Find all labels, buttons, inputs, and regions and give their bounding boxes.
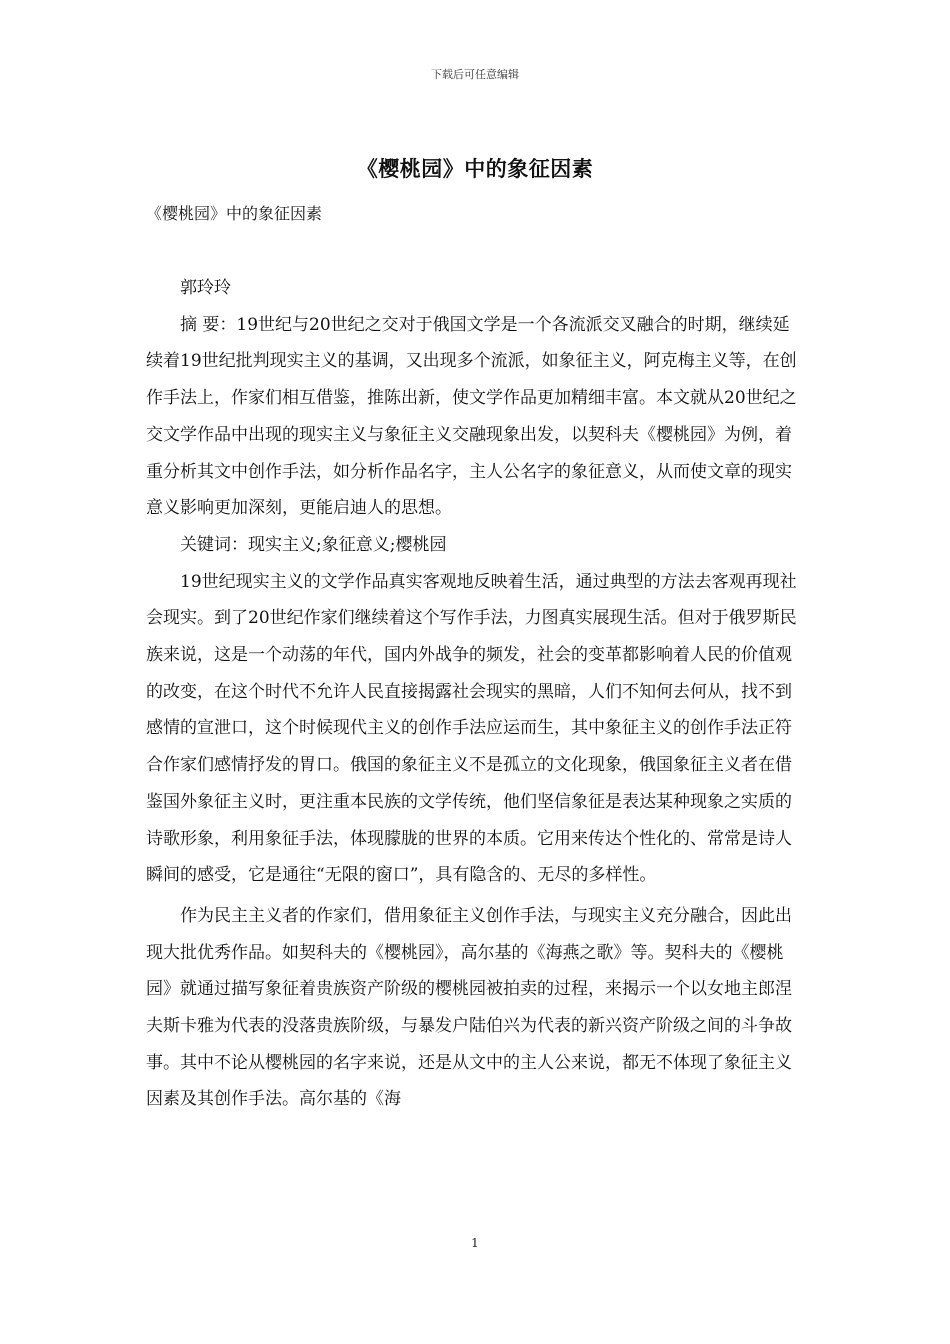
abstract-paragraph: 摘 要：19世纪与20世纪之交对于俄国文学是一个各流派交叉融合的时期，继续延续着19世纪批判现实主义的基调，又出现多个流派，如象征主义，阿克梅主义等，在创作手法上，作家们相互借鉴，推陈出新，使文学作品更加精细丰富。本文就从20世纪之交文学作品中出现的现实主义与象征主义交融现象出发，以契科夫《樱桃园》为例，着重分析其文中创作手法，如分析作品名字，主人公名字的象征意义，从而使文章的现实意义影响更加深刻，更能启迪人的思想。 — [146, 314, 797, 519]
author-line: 郭玲玲 — [180, 278, 231, 298]
page-header: 下载后可任意编辑 — [431, 68, 519, 81]
document-subtitle: 《樱桃园》中的象征因素 — [146, 204, 323, 223]
keywords-line: 关键词：现实主义;象征意义;樱桃园 — [180, 534, 447, 555]
page-number: 1 — [471, 1236, 479, 1250]
document-body — [146, 270, 806, 1118]
body-paragraph-1: 19世纪现实主义的文学作品真实客观地反映着生活，通过典型的方法去客观再现社会现实。到了20世纪作家们继续着这个写作手法，力图真实展现生活。但对于俄罗斯民族来说，这是一个动荡的年代，国内外战争的频发，社会的变革都影响着人民的价值观的改变，在这个时代不允许人民直接揭露社会现实的黑暗，人们不知何去何从，找不到感情的宣泄口，这个时候现代主义的创作手法应运而生，其中象征主义的创作手法正符合作家们感情抒发的胃口。俄国的象征主义不是孤立的文化现象，俄国象征主义者在借鉴国外象征主义时，更注重本民族的文学传统，他们坚信象征是表达某种现象之实质的诗歌形象，利用象征手法，体现朦胧的世界的本质。它用来传达个性化的、常常是诗人瞬间的感受，它是通往“无限的窗口”，具有隐含的、无尽的多样性。 — [146, 571, 797, 886]
body-paragraph-2: 作为民主主义者的作家们，借用象征主义创作手法，与现实主义充分融合，因此出现大批优秀作品。如契科夫的《樱桃园》，高尔基的《海燕之歌》等。契科夫的《樱桃园》就通过描写象征着贵族资产阶级的樱桃园被拍卖的过程，来揭示一个以女地主郎涅夫斯卡雅为代表的没落贵族阶级，与暴发户陆伯兴为代表的新兴资产阶级之间的斗争故事。其中不论从樱桃园的名字来说，还是从文中的主人公来说，都无不体现了象征主义因素及其创作手法。高尔基的《海 — [146, 905, 792, 1110]
document-title: 《樱桃园》中的象征因素 — [356, 156, 594, 181]
